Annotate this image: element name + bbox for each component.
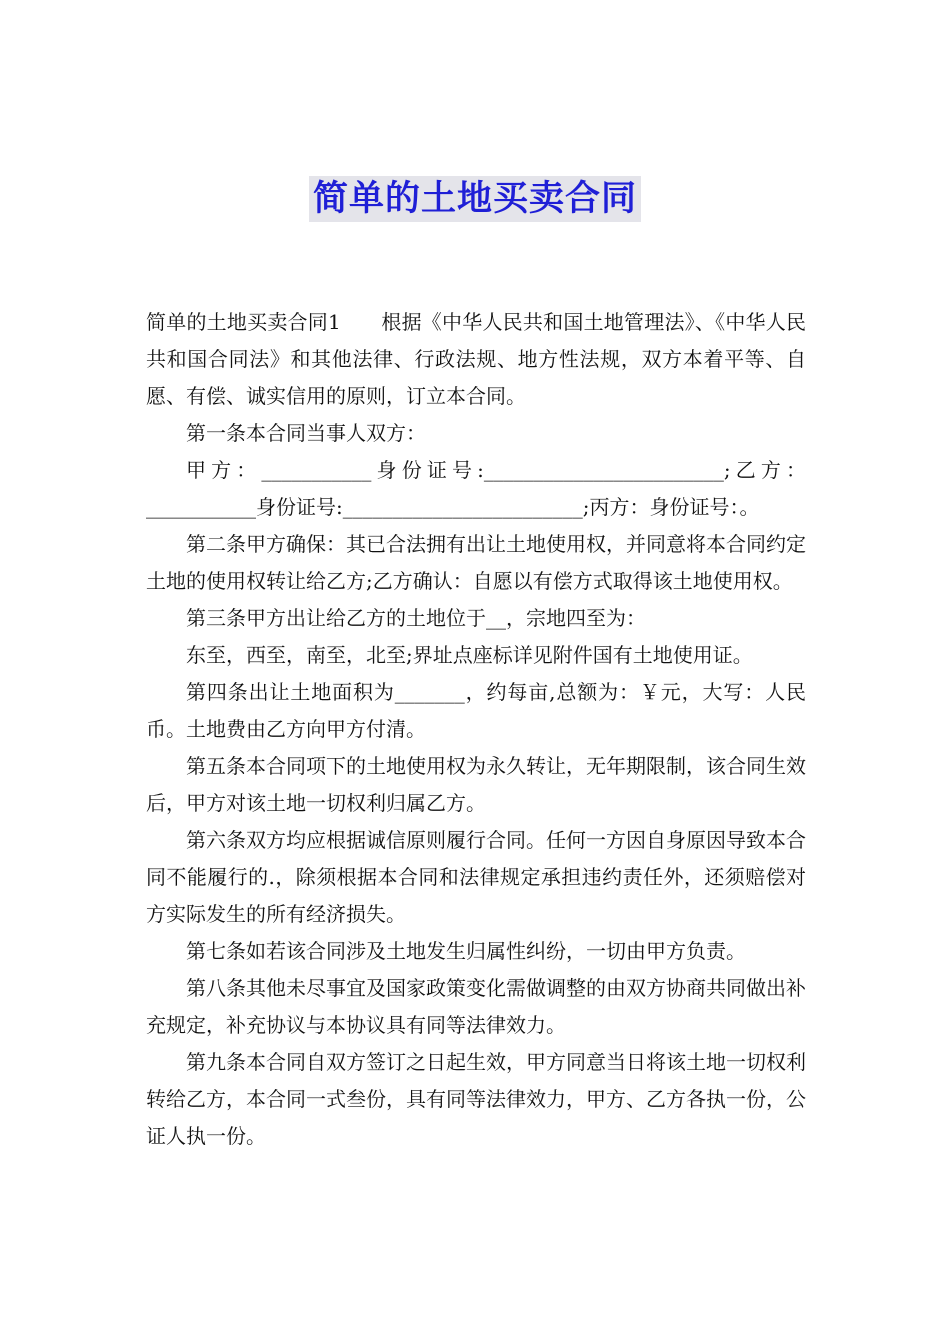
paragraph-article-6: 第六条双方均应根据诚信原则履行合同。任何一方因自身原因导致本合同不能履行的.，除须根据本合同和法律规定承担违约责任外，还须赔偿对方实际发生的所有经济损失。 — [146, 828, 806, 926]
paragraph-article-2: 第二条甲方确保：其已合法拥有出让土地使用权，并同意将本合同约定土地的使用权转让给乙方;乙方确认：自愿以有偿方式取得该土地使用权。 — [146, 532, 806, 593]
paragraph-article-7: 第七条如若该合同涉及土地发生归属性纠纷，一切由甲方负责。 — [186, 939, 746, 963]
document-body — [146, 304, 806, 1155]
paragraph-parties: 甲方：___________身份证号:________________________;乙方：___________身份证号:________________________;丙方：身份证号：。 — [146, 458, 806, 519]
paragraph-intro: 简单的土地买卖合同1 根据《中华人民共和国土地管理法》、《中华人民共和国合同法》和其他法律、行政法规、地方性法规，双方本着平等、自愿、有偿、诚实信用的原则，订立本合同。 — [146, 310, 806, 408]
paragraph-boundaries: 东至，西至，南至，北至;界址点座标详见附件国有土地使用证。 — [186, 643, 753, 667]
document-title: 简单的土地买卖合同 — [309, 176, 641, 222]
paragraph-article-9: 第九条本合同自双方签订之日起生效，甲方同意当日将该土地一切权利转给乙方，本合同一式叁份，具有同等法律效力，甲方、乙方各执一份，公证人执一份。 — [146, 1050, 806, 1148]
paragraph-article-4: 第四条出让土地面积为_______，约每亩,总额为：￥元，大写：人民币。土地费由乙方向甲方付清。 — [146, 680, 806, 741]
paragraph-article-5: 第五条本合同项下的土地使用权为永久转让，无年期限制，该合同生效后，甲方对该土地一切权利归属乙方。 — [146, 754, 806, 815]
paragraph-article-8: 第八条其他未尽事宜及国家政策变化需做调整的由双方协商共同做出补充规定，补充协议与本协议具有同等法律效力。 — [146, 976, 806, 1037]
paragraph-article-3: 第三条甲方出让给乙方的土地位于__，宗地四至为： — [186, 606, 646, 630]
title-container — [0, 176, 950, 222]
paragraph-article-1: 第一条本合同当事人双方： — [186, 421, 426, 445]
